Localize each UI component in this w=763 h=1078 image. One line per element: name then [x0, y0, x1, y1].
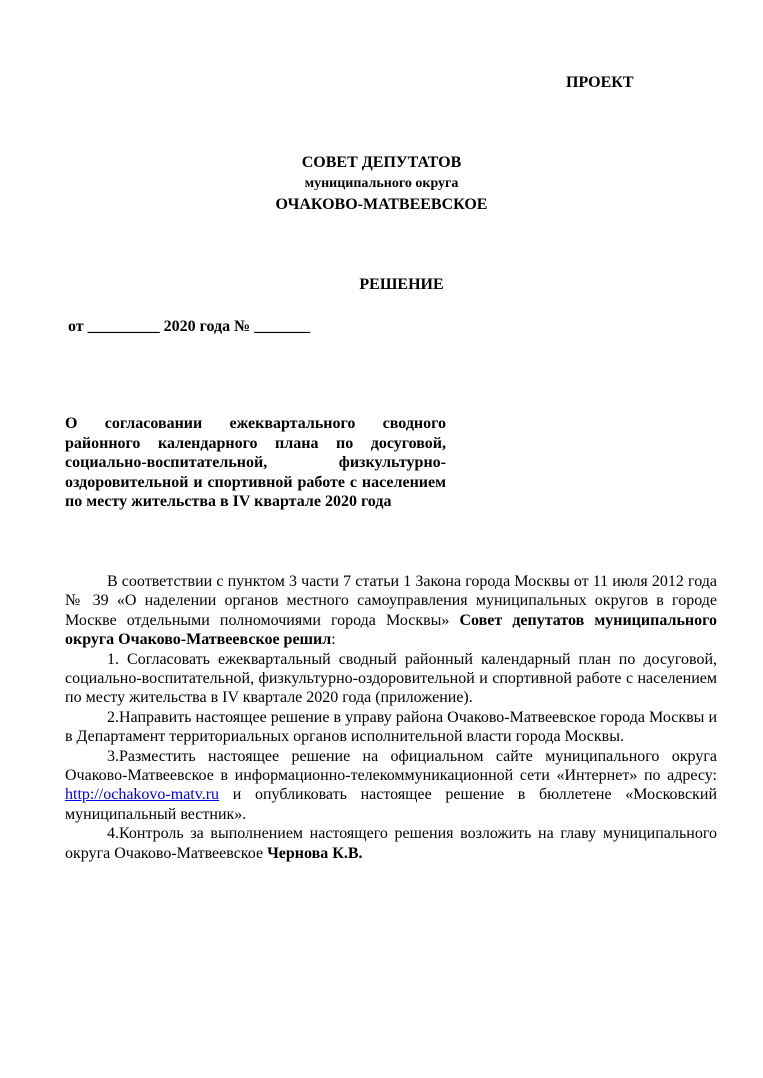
preamble-bold: Совет депутатов муниципального округа Очаково-Матвеевское решил [65, 611, 718, 649]
district-name: ОЧАКОВО-МАТВЕЕВСКОЕ [275, 196, 488, 213]
website-link[interactable]: http://ochakovo-matv.ru [65, 786, 220, 804]
district-label: муниципального округа [304, 176, 459, 191]
decision-subject: О согласовании ежеквартального сводного районного календарного плана по досуговой, социально-воспитательной, физкультурно-оздоровительной и спортивной работе с населением по месту жительства в IV квартале 2020 года [65, 415, 446, 511]
item-4-text: 4.Контроль за выполнением настоящего решения возложить на главу муниципального округа Очаково-Матвеевское [65, 825, 717, 862]
item-4 [65, 824, 717, 863]
head-name: Чернова К.В. [267, 844, 363, 862]
decision-body [65, 572, 717, 863]
preamble-end: : [331, 631, 336, 649]
preamble-paragraph [65, 572, 717, 650]
item-2: 2.Направить настоящее решение в управу района Очаково-Матвеевское города Москвы и в Департамент территориальных органов исполнительной власти города Москвы. [65, 708, 717, 746]
item-3-text-end: и опубликовать настоящее решение в бюллетене «Московский муниципальный вестник». [65, 786, 717, 823]
item-3 [65, 747, 717, 825]
item-3-text: 3.Разместить настоящее решение на официальном сайте муниципального округа Очаково-Матвеевское в информационно-телекоммуникационной сети «Интернет» по адресу: [65, 747, 717, 785]
document-header [0, 152, 763, 216]
decision-title: РЕШЕНИЕ [359, 276, 444, 293]
preamble-text: В соответствии с пунктом 3 части 7 статьи 1 Закона города Москвы от 11 июля 2012 года № 39 «О наделении органов местного самоуправления муниципальных округов в городе Москве отдельными полномочиями города Москвы» [65, 573, 717, 629]
date-line: от _________ 2020 года № _______ [68, 318, 311, 335]
draft-stamp: ПРОЕКТ [566, 74, 634, 91]
item-1: 1. Согласовать ежеквартальный сводный районный календарный план по досуговой, социально-воспитательной, физкультурно-оздоровительной и спортивной работе с населением по месту жительства в IV квартале 2020 года (приложение). [65, 650, 717, 707]
council-title: СОВЕТ ДЕПУТАТОВ [301, 154, 462, 171]
